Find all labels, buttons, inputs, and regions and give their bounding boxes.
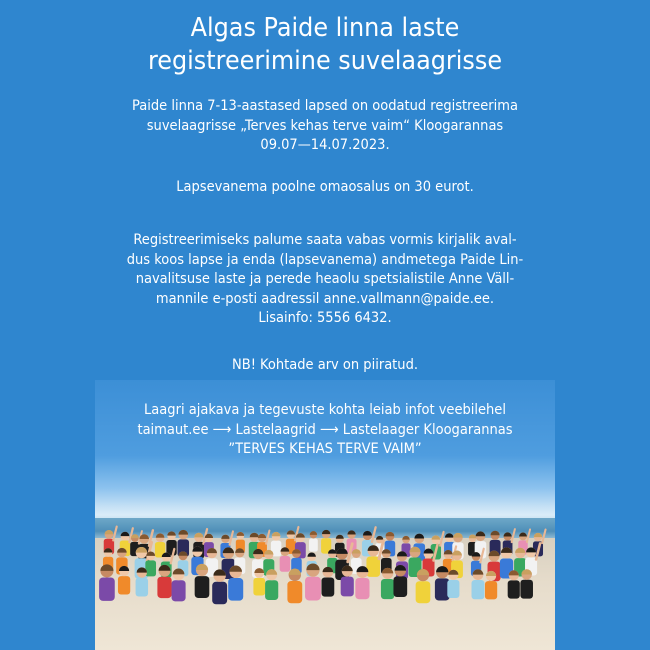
intro-line-3: 09.07—14.07.2023. [260, 137, 390, 153]
crowd-person-hair [476, 531, 486, 536]
crowd-person-hair [432, 535, 441, 539]
headline-line-2: registreerimine suvelaagrisse [147, 46, 503, 76]
crowd-person-body [508, 580, 520, 598]
crowd-person-hair [178, 530, 188, 535]
registration-line-4: mannile e-posti aadressil anne.vallmann@paide.ee. [155, 290, 495, 307]
crowd-person-hair [414, 534, 424, 539]
crowd-person-body [157, 577, 171, 598]
crowd-person-hair [272, 532, 281, 536]
crowd-person-body [520, 580, 533, 599]
crowd-person-hair [376, 536, 383, 540]
crowd-person-body [99, 577, 115, 600]
crowd-person-hair [347, 530, 355, 534]
crowd-person-body [136, 578, 148, 597]
more-info-line-3: ”TERVES KEHAS TERVE VAIM” [228, 441, 422, 457]
crowd-person-raised-arm [113, 527, 116, 541]
crowd-person-hair [453, 533, 462, 538]
headline [26, 12, 624, 78]
crowd-person-body [145, 560, 156, 576]
crowd-person-hair [402, 536, 410, 540]
headline-line-1: Algas Paide linna laste [190, 13, 460, 43]
crowd-person-hair [310, 531, 317, 535]
crowd-person-hair [287, 530, 295, 534]
more-info-line-2: taimaut.ee ⟶ Lastelaagrid ⟶ Lastelaager Kloogarannas [137, 421, 513, 438]
crowd-person-hair [491, 531, 500, 536]
fee-text: Lapsevanema poolne omaosalus on 30 eurot. [176, 179, 474, 195]
crowd-person-body [381, 579, 394, 599]
crowd-person-hair [250, 533, 259, 538]
crowd-person-hair [258, 534, 266, 538]
crowd-person-hair [156, 533, 165, 537]
more-info-line-1: Laagri ajakava ja tegevuste kohta leiab infot veebilehel [144, 402, 506, 418]
crowd-person-raised-arm [230, 531, 233, 544]
crowd-person-hair [221, 535, 229, 539]
crowd-person-hair [194, 533, 203, 538]
crowd-person-body [416, 581, 431, 603]
crowd-person-body [309, 538, 318, 551]
crowd-person-hair [307, 553, 316, 557]
crowd-person-body [287, 581, 302, 603]
crowd-person-hair [386, 532, 395, 536]
crowd-person-hair [363, 531, 372, 536]
crowd-person-body [305, 577, 321, 601]
intro-line-2: suvelaagrisse „Terves kehas terve vaim“ Kloogarannas [146, 117, 504, 134]
registration-line-1: Registreerimiseks palume saata vabas vormis kirjalik aval- [133, 232, 517, 248]
crowd-person-body [212, 582, 227, 604]
intro-line-1: Paide linna 7-13-aastased lapsed on oodatud registreerima [132, 98, 518, 114]
crowd-person-hair [445, 533, 454, 537]
crowd-person-body [447, 580, 459, 598]
crowd-person-body [321, 577, 334, 596]
crowd-person-body [172, 580, 186, 601]
crowd-person-hair [519, 533, 527, 537]
crowd-person-body [118, 576, 130, 594]
intro-paragraph [60, 97, 590, 156]
crowd-person-raised-arm [512, 529, 515, 542]
registration-line-3: navalitsuse laste ja perede heaolu spetsialistile Anne Väll- [135, 271, 515, 287]
crowd-person-body [393, 576, 407, 597]
crowd-person-hair [322, 530, 330, 534]
crowd-person-hair [105, 530, 114, 534]
crowd-person-raised-arm [527, 529, 530, 542]
notice-text: NB! Kohtade arv on piiratud. [231, 357, 418, 373]
crowd-person-hair [469, 534, 477, 538]
crowd-person-body [195, 576, 210, 598]
registration-line-2: dus koos lapse ja enda (lapsevanema) andmetega Paide Lin- [126, 251, 524, 268]
crowd-person-raised-arm [372, 527, 376, 542]
fee-paragraph [60, 178, 590, 198]
crowd-person-raised-arm [542, 530, 545, 543]
crowd-person-raised-arm [266, 531, 269, 544]
crowd-person-hair [237, 532, 245, 536]
crowd-person-raised-arm [440, 532, 443, 546]
crowd-person-body [280, 556, 291, 572]
registration-paragraph [60, 231, 590, 329]
crowd-person-hair [121, 532, 130, 536]
crowd-person-body [472, 580, 485, 599]
crowd-person-body [228, 578, 243, 601]
crowd-person-body [253, 578, 265, 596]
more-info-paragraph [60, 401, 590, 460]
registration-line-5: Lisainfo: 5556 6432. [258, 310, 392, 326]
crowd-person-hair [504, 532, 512, 536]
notice-paragraph [60, 356, 590, 376]
crowd-person-hair [167, 531, 176, 535]
crowd-person-hair [336, 535, 344, 539]
crowd-person-body [265, 580, 278, 600]
crowd-of-children [95, 498, 555, 608]
crowd-person-body [341, 577, 354, 597]
crowd-person-hair [534, 533, 542, 537]
crowd-person-body [485, 581, 497, 599]
crowd-person-body [355, 578, 369, 599]
